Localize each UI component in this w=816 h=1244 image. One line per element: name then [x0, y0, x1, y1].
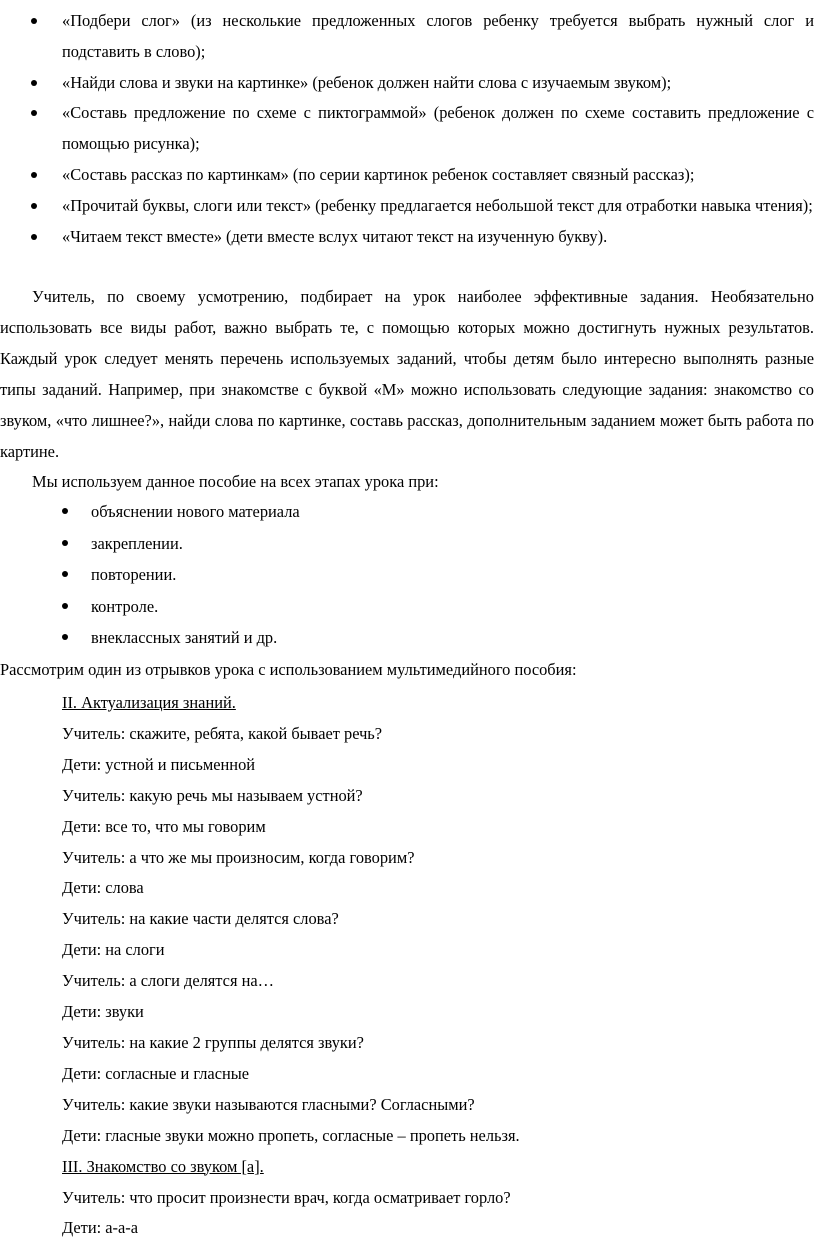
dialogue-line: Дети: слова	[62, 878, 144, 898]
stage-text: внеклассных занятий и др.	[91, 628, 278, 647]
bullet-icon	[62, 508, 68, 514]
list-item	[0, 528, 816, 560]
dialogue-line: Учитель: скажите, ребята, какой бывает речь?	[62, 723, 383, 743]
dialogue-line: Дети: а-а-а	[62, 1218, 138, 1238]
dialogue-line: Учитель: на какие 2 группы делятся звуки?	[62, 1032, 364, 1052]
list-item	[0, 6, 816, 68]
stage-text: закреплении.	[91, 533, 183, 553]
intro-line: Рассмотрим один из отрывков урока с использованием мультимедийного пособия:	[0, 660, 577, 679]
paragraph-usage: Мы используем данное пособие на всех этапах урока при:	[32, 472, 439, 491]
dialogue-line: Учитель: а слоги делятся на…	[62, 971, 275, 991]
bullet-icon	[31, 203, 37, 209]
dialogue-line: Дети: звуки	[62, 1002, 144, 1022]
list-item	[0, 160, 816, 191]
list-item	[0, 559, 816, 591]
activities-list	[0, 6, 816, 252]
activity-text: «Читаем текст вместе» (дети вместе вслух читают текст на изученную букву).	[62, 226, 608, 246]
dialogue-line: Дети: согласные и гласные	[62, 1063, 250, 1083]
activity-text: «Подбери слог» (из несколькие предложенных слогов ребенку требуется выбрать нужный слог и подставить в слово);	[62, 11, 814, 61]
bullet-icon	[31, 172, 37, 178]
activity-text: «Найди слова и звуки на картинке» (ребенок должен найти слова с изучаемым звуком);	[62, 72, 672, 92]
dialogue-line: Дети: гласные звуки можно пропеть, согласные – пропеть нельзя.	[62, 1125, 520, 1145]
list-item	[0, 222, 816, 253]
bullet-icon	[62, 634, 68, 640]
paragraph-teacher: Учитель, по своему усмотрению, подбирает на урок наиболее эффективные задания. Необязательно использовать все виды работ, важно выбрать те, с помощью которых можно достигнуть нужных результатов. Каждый урок следует менять перечень используемых заданий, чтобы детям было интересно выполнять разные типы заданий. Например, при знакомстве с буквой «М» можно использовать следующие задания: знакомство со звуком, «что лишнее?», найди слова по картинке, составь рассказ, дополнительным заданием может быть работа по картине.	[0, 287, 814, 461]
section-heading: III. Знакомство со звуком [а].	[62, 1156, 264, 1176]
bullet-icon	[31, 110, 37, 116]
bullet-icon	[62, 540, 68, 546]
list-item	[0, 98, 816, 160]
dialogue-line: Дети: все то, что мы говорим	[62, 816, 266, 836]
dialogue-line: Дети: устной и письменной	[62, 754, 256, 774]
stage-text: контроле.	[91, 596, 159, 616]
list-item	[0, 496, 816, 528]
dialogue-line: Дети: на слоги	[62, 940, 165, 960]
activity-text: «Составь рассказ по картинкам» (по серии картинок ребенок составляет связный рассказ);	[62, 164, 695, 184]
list-item	[0, 191, 816, 222]
activity-text: «Прочитай буквы, слоги или текст» (ребенку предлагается небольшой текст для отработки навыка чтения);	[62, 195, 813, 215]
lesson-dialogue	[62, 688, 520, 1244]
dialogue-line: Учитель: что просит произнести врач, когда осматривает горло?	[62, 1187, 511, 1207]
list-item	[0, 68, 816, 99]
list-item	[0, 622, 816, 654]
list-item	[0, 591, 816, 623]
stage-text: повторении.	[91, 565, 177, 584]
bullet-icon	[62, 603, 68, 609]
dialogue-line: Учитель: на какие части делятся слова?	[62, 909, 339, 929]
bullet-icon	[31, 80, 37, 86]
bullet-icon	[31, 234, 37, 240]
bullet-icon	[62, 571, 68, 577]
section-heading: II. Актуализация знаний.	[62, 693, 236, 712]
dialogue-line: Учитель: какую речь мы называем устной?	[62, 785, 363, 805]
stage-text: объяснении нового материала	[91, 502, 300, 521]
activity-text: «Составь предложение по схеме с пиктограммой» (ребенок должен по схеме составить предложение с помощью рисунка);	[62, 103, 814, 154]
dialogue-line: Учитель: а что же мы произносим, когда говорим?	[62, 847, 415, 867]
bullet-icon	[31, 18, 37, 24]
stages-list	[0, 496, 816, 654]
dialogue-line: Учитель: какие звуки называются гласными? Согласными?	[62, 1094, 475, 1114]
